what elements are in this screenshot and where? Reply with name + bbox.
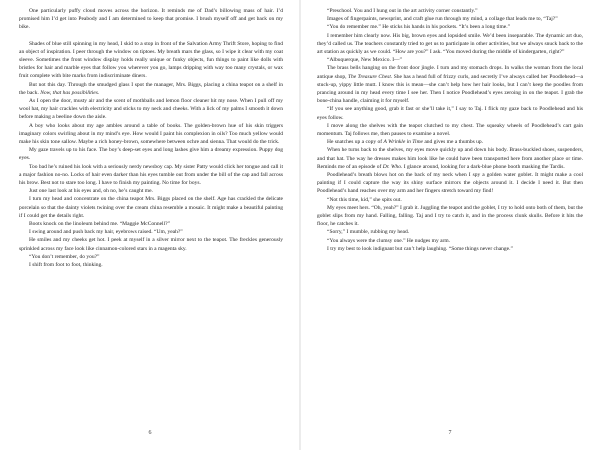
right-page	[300, 0, 600, 450]
paragraph: I shift from foot to foot, thinking.	[29, 262, 103, 269]
paragraph: “Albuquerque, New Mexico. I—”	[327, 57, 402, 64]
paragraph: When he turns back to the shelves, my eyes move quickly up and down his body. Brass-buckled shoes, suspenders, and that hat. The way he dresses makes him look like he could have been transported here from another place or time. Reminds me of an episode of Dr. Who. I glance around, looking for a dark-blue phone booth masking the Tardis.	[317, 147, 583, 170]
left-page-text	[19, 7, 283, 269]
paragraph: Boots knock on the linoleum behind me. “Maggie McConnell?”	[29, 221, 170, 228]
page-number-right: 7	[448, 430, 452, 436]
paragraph: He smiles and my cheeks get hot. I peek at myself in a silver mirror next to the teapot. The freckles generously sprinkled across my face look like cinnamon-colored stars in a magenta sky.	[19, 237, 283, 252]
paragraph: I remember him clearly now. His big, brown eyes and lopsided smile. We’d been inseparable. The dynamic art duo, they’d called us. The teachers constantly tried to get us to participate in other activities, but we always snuck back to the art station as quickly as we could. “How are you?” I ask. “You moved during the middle of kindergarten, right?”	[317, 32, 583, 56]
paragraph: “Sorry,” I mumble, rubbing my head.	[327, 229, 410, 236]
paragraph: “If you see anything good, grab it fast or she’ll take it,” I say to Taj. I flick my gaze back to Poodlehead and his eyes follow.	[317, 106, 583, 121]
paragraph: Just one last look at his eyes and, oh no, he’s caught me.	[29, 188, 153, 195]
paragraph: As I open the door, musty air and the scent of mothballs and lemon floor cleaner hit my nose. When I pull off my wool hat, my hair crackles with electricity and sticks to my neck and cheeks. With a lick of my palms I smooth it down before making a beeline down the aisle.	[19, 98, 283, 121]
paragraph: Too bad he’s ruined his look with a seriously nerdy newsboy cap. My sister Patty would click her tongue and call it a major fashion no-no. Locks of hair even darker than his eyes tumble out from under the bill of the cap and fall across his brow. Best not to stare too long. I have to finish my painting. No time for boys.	[19, 163, 283, 187]
paragraph: “You always were the clumsy one.” He nudges my arm.	[327, 237, 451, 244]
paragraph: “Not this time, kid,” she spits out.	[327, 196, 402, 203]
page-number-left: 6	[148, 430, 152, 436]
paragraph: “Preschool. You and I hung out in the art activity corner constantly.”	[327, 8, 478, 14]
paragraph: One particularly puffy cloud moves across the horizon. It reminds me of Dad’s billowing mass of hair. I’d promised him I’d get into Peabody and I am determined to keep that promise. I brush myself off and get back on my bike.	[19, 8, 283, 31]
paragraph: I swing around and push back my hair, eyebrows raised. “Um, yeah?”	[29, 229, 183, 236]
paragraph: “You don’t remember, do you?”	[29, 253, 100, 260]
right-page-text	[317, 7, 583, 253]
paragraph: “You do remember me.” He sticks his hands in his pockets. “It’s been a long time.”	[327, 24, 511, 31]
paragraph: My eyes meet hers. “Oh, yeah?” I grab it. Juggling the teapot and the goblet, I try to hold onto both of them, but the goblet slips from my hand. Falling, falling. Taj and I try to catch it, and in the process clunk skulls. Before it hits the floor, he catches it.	[317, 204, 583, 228]
paragraph: Shades of blue still spinning in my head, I skid to a stop in front of the Salvation Army Thrift Store, hoping to find an object of inspiration. I peer through the window on tiptoes. My breath mars the glass, so I wipe it clear with my coat sleeve. Sometimes the front window display holds really unique or funky objects, fun things to paint like dolls with bristles for hair and marble eyes that follow you wherever you go, lamps dripping with way too many crystals, or wax fruit complete with bite marks from indiscriminate diners.	[19, 40, 283, 80]
paragraph: But not this day. Through the smudged glass I spot the manager, Mrs. Biggs, placing a china teapot on a shelf in the back. Now, that has possibilities.	[19, 81, 283, 96]
paragraph: I move along the shelves with the teapot clutched to my chest. The squeaky wheels of Poodlehead’s cart gain momentum. Taj follows me, then pauses to examine a novel.	[317, 122, 583, 138]
paragraph: My gaze travels up to his face. The boy’s deep-set eyes and long lashes give him a dreamy expression. Puppy dog eyes.	[19, 147, 283, 162]
paragraph: I try my best to look indignant but can’t help laughing. “Some things never change.”	[327, 245, 513, 252]
paragraph: Images of fingerpaints, newsprint, and craft glue run through my mind, a collage that leads me to, “Taj?”	[327, 16, 558, 23]
paragraph: A boy who looks about my age ambles around a table of books. The golden-brown hue of his skin triggers imaginary colors swirling about in my mind’s eye. How would I paint his complexion in oils? Too much yellow would make his skin tone sallow. Maybe a rich honey-brown, somewhere between ochre and sienna. That would do the trick.	[19, 122, 283, 146]
paragraph: The brass bells hanging on the front door jingle. I turn and my stomach drops. In walks the woman from the local antique shop, The Treasure Chest. She has a head full of frizzy curls, and secretly I’ve always called her Poodlehead—a stuck-up, yippy little mutt. I know this is mean—she can’t help how her hair looks, but I can’t keep the poodles from prancing around in my head every time I see her. Then I notice Poodlehead’s eyes zeroing in on the teapot. I grab the bone-china handle, claiming it for myself.	[317, 65, 583, 105]
paragraph: I turn my head and concentrate on the china teapot Mrs. Biggs placed on the shelf. Age has crackled the delicate porcelain so that the dainty violets twining over the cream china resemble a mosaic. It might make a beautiful painting if I could get the details right.	[19, 196, 283, 219]
paragraph: Poodlehead’s breath blows hot on the back of my neck when I spy a golden water goblet. It might make a cool painting if I could capture the way its shiny surface mirrors the objects around it. I decide I need it. But then Poodlehead’s hand reaches over my arm and her fingers stretch toward my find!	[317, 172, 583, 195]
paragraph: He snatches up a copy of A Wrinkle in Time and gives me a thumbs up.	[327, 139, 484, 146]
